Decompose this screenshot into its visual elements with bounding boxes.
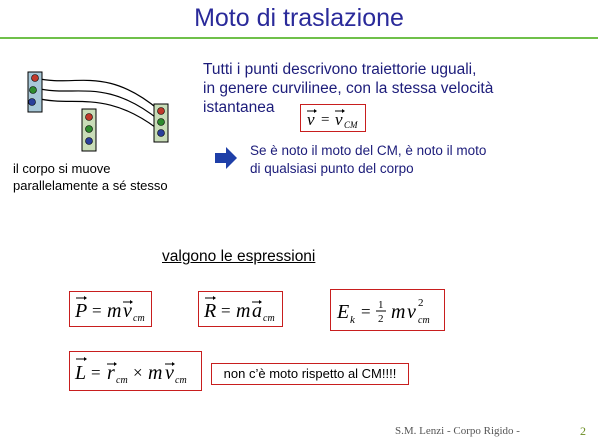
intro-paragraph [203, 60, 573, 117]
dot-green-1 [30, 87, 37, 94]
no-motion-note: non c’è moto rispetto al CM!!!! [211, 363, 409, 385]
kinetic-energy-equation [331, 290, 444, 330]
title-divider [0, 37, 598, 39]
eq-sup: 2 [418, 297, 424, 309]
eq-sub: cm [418, 315, 430, 326]
eq-e-lhs: E [337, 301, 350, 323]
intro-line: Tutti i punti descrivono traiettorie uguali, [203, 61, 477, 78]
eq-var: v [407, 301, 416, 323]
eq-e-sub: k [350, 314, 355, 326]
eq-coef: m [148, 362, 163, 384]
eq-sub: cm [133, 313, 145, 324]
eq-v-rhs: v [335, 110, 343, 129]
eq-var: a [252, 300, 262, 322]
cm-line: di qualsiasi punto del corpo [250, 161, 414, 176]
eq-op: = [92, 301, 102, 320]
intro-line: istantanea [203, 99, 275, 116]
caption-line: il corpo si muove [13, 161, 111, 176]
momentum-equation [70, 292, 151, 326]
eq-r-sub: cm [116, 375, 128, 386]
expressions-heading: valgono le espressioni [162, 248, 316, 265]
page-title: Moto di traslazione [194, 4, 404, 32]
velocity-equation [301, 105, 365, 131]
trajectory-bottom [36, 98, 159, 130]
cm-line: Se è noto il moto del CM, è noto il moto [250, 143, 487, 158]
dot-blue-2 [86, 138, 93, 145]
eq-den: 2 [378, 313, 384, 325]
footer-credit: S.M. Lenzi - Corpo Rigido - [395, 425, 520, 437]
eq-r: r [107, 362, 115, 384]
intro-line: in genere curvilinee, con la stessa velocità [203, 80, 494, 97]
diagram-caption [13, 160, 203, 194]
eq-sub: cm [175, 375, 187, 386]
dot-blue-1 [29, 99, 36, 106]
dot-green-2 [86, 126, 93, 133]
eq-v-sub: CM [344, 120, 358, 130]
angular-momentum-equation [70, 352, 201, 390]
eq-var: v [165, 362, 174, 384]
eq-num: 1 [378, 299, 384, 311]
dot-red-1 [32, 75, 39, 82]
velocity-equation-box [300, 104, 366, 132]
trajectory-mid [36, 88, 159, 120]
dot-red-3 [158, 108, 165, 115]
resultant-equation [199, 292, 282, 326]
eq-coef: m [236, 300, 251, 322]
cm-statement [250, 142, 570, 178]
resultant-equation-box [198, 291, 283, 327]
eq-v-lhs: v [307, 110, 315, 129]
caption-line: parallelamente a sé stesso [13, 178, 168, 193]
kinetic-energy-equation-box [330, 289, 445, 331]
eq-var: v [123, 300, 132, 322]
dot-red-2 [86, 114, 93, 121]
eq-op: = [361, 302, 371, 321]
eq-sub: cm [263, 313, 275, 324]
eq-coef: m [107, 300, 122, 322]
eq-p-lhs: P [75, 300, 88, 322]
eq-coef: m [391, 301, 406, 323]
eq-op: = [221, 301, 231, 320]
angular-momentum-equation-box [69, 351, 202, 391]
dot-blue-3 [158, 130, 165, 137]
eq-l-lhs: L [75, 362, 87, 384]
dot-green-3 [158, 119, 165, 126]
eq-op: = [91, 363, 101, 382]
momentum-equation-box [69, 291, 152, 327]
eq-times: × [133, 363, 143, 382]
eq-op: = [321, 112, 330, 128]
trajectory-top [36, 78, 159, 110]
right-arrow-icon [213, 145, 239, 171]
page-number: 2 [580, 424, 586, 438]
trajectory-diagram [14, 68, 184, 156]
eq-r-lhs: R [204, 300, 217, 322]
